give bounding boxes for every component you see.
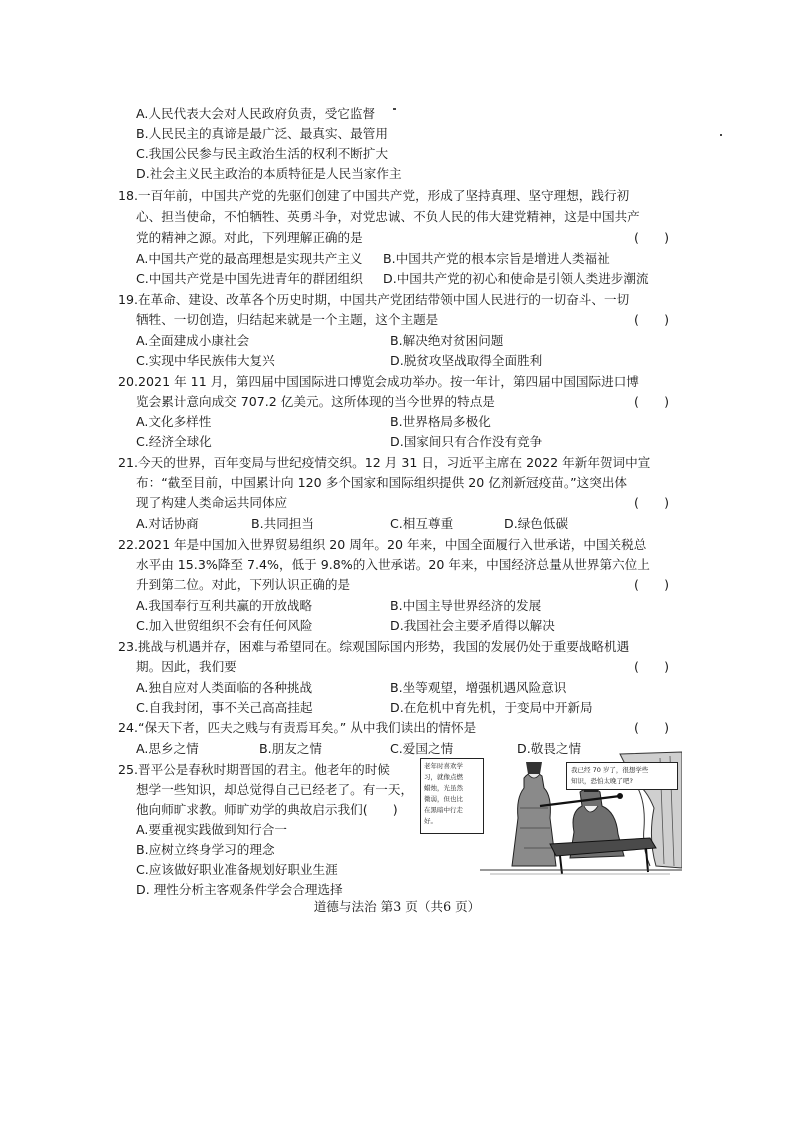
q19-option-a: A.全面建成小康社会 [136,333,250,348]
q21-option-b: B.共同担当 [251,516,315,531]
q18-stem-line-2: 心、担当使命，不怕牺牲、英勇斗争，对党忠诚、不负人民的伟大建党精神，这是中国共产 [136,209,640,224]
page-footer: 道德与法治 第3 页（共6 页） [313,899,481,914]
q25-bubble-right-line-2: 知识，恐怕太晚了吧? [571,777,633,785]
q21-stem-line-3: 现了构建人类命运共同体应 [136,495,288,510]
q21-option-a: A.对话协商 [136,516,199,531]
q18-option-c: C.中国共产党是中国先进青年的群团组织 [136,271,363,286]
q18-option-d: D.中国共产党的初心和使命是引领人类进步潮流 [383,271,649,286]
q24-answer-bracket: ( ) [634,720,670,735]
q25-option-c: C.应该做好职业准备规划好职业生涯 [136,862,338,877]
q17-option-b: B.人民民主的真谛是最广泛、最真实、最管用 [136,126,388,141]
q25-bubble-left-line-6: 好。 [424,817,437,825]
q23-answer-bracket: ( ) [634,659,670,674]
q17-option-a: A.人民代表大会对人民政府负责，受它监督 [136,106,376,121]
q20-option-a: A.文化多样性 [136,414,212,429]
q23-stem-line-1: 23.挑战与机遇并存，困难与希望同在。综观国际国内形势，我国的发展仍处于重要战略机遇 [118,639,630,654]
q22-stem-line-2: 水平由 15.3%降至 7.4%，低于 9.8%的入世承诺。20 年来，中国经济总量从世界第六位上 [136,557,650,572]
q17-option-c: C.我国公民参与民主政治生活的权利不断扩大 [136,146,389,161]
q25-bubble-left-line-1: 老年时喜欢学 [424,762,463,770]
q23-option-c: C.自我封闭，事不关己高高挂起 [136,700,313,715]
q18-stem-line-1: 18.一百年前，中国共产党的先驱们创建了中国共产党，形成了坚持真理、坚守理想，践行初 [118,188,630,203]
q22-option-c: C.加入世贸组织不会有任何风险 [136,618,313,633]
q24-stem-line-1: 24.“保天下者，匹夫之贱与有责焉耳矣。” 从中我们读出的情怀是 [118,720,477,735]
q19-option-b: B.解决绝对贫困问题 [390,333,504,348]
q25-bubble-left-line-3: 蜡烛，光虽然 [424,784,463,792]
q24-option-c: C.爱国之情 [390,741,454,756]
q18-option-a: A.中国共产党的最高理想是实现共产主义 [136,251,363,266]
q25-option-b: B.应树立终身学习的理念 [136,842,275,857]
q19-answer-bracket: ( ) [634,312,670,327]
q18-option-b: B.中国共产党的根本宗旨是增进人类福祉 [383,251,610,266]
q20-answer-bracket: ( ) [634,394,670,409]
scan-speck [720,134,722,136]
q23-option-b: B.坐等观望，增强机遇风险意识 [390,680,567,695]
q19-stem-line-2: 牺牲、一切创造，归结起来就是一个主题，这个主题是 [136,312,439,327]
q22-stem-line-1: 22.2021 年是中国加入世界贸易组织 20 周年。20 年来，中国全面履行入世承诺，中国关税总 [118,537,647,552]
q21-answer-bracket: ( ) [634,495,670,510]
q25-option-d: D. 理性分析主客观条件学会合理选择 [136,882,343,897]
q25-bubble-left-line-5: 在黑暗中行走 [424,806,463,814]
q19-stem-line-1: 19.在革命、建设、改革各个历史时期，中国共产党团结带领中国人民进行的一切奋斗、一切 [118,292,630,307]
q20-option-b: B.世界格局多极化 [390,414,491,429]
q18-answer-bracket: ( ) [634,230,670,245]
q24-option-b: B.朋友之情 [259,741,323,756]
q25-stem-line-1: 25.晋平公是春秋时期晋国的君主。他老年的时候 [118,762,390,777]
q20-stem-line-2: 览会累计意向成交 707.2 亿美元。这所体现的当今世界的特点是 [136,394,495,409]
q22-option-d: D.我国社会主要矛盾得以解决 [390,618,555,633]
q22-option-b: B.中国主导世界经济的发展 [390,598,542,613]
q25-cartoon [420,748,682,878]
q25-stem-line-2: 想学一些知识，却总觉得自己已经老了。有一天， [136,782,414,797]
q20-stem-line-1: 20.2021 年 11 月，第四届中国国际进口博览会成功举办。按一年计，第四届中国国际进口博 [118,374,639,389]
q22-stem-line-3: 升到第二位。对此，下列认识正确的是 [136,577,351,592]
q24-option-d: D.敬畏之情 [517,741,582,756]
q23-stem-line-2: 期。因此，我们要 [136,659,237,674]
q21-option-c: C.相互尊重 [390,516,454,531]
q25-bubble-left-line-4: 微弱，但也比 [424,795,463,803]
scan-speck [393,108,396,110]
q17-option-d: D.社会主义民主政治的本质特征是人民当家作主 [136,166,402,181]
q25-stem-line-3: 他向师旷求教。师旷劝学的典故启示我们( ) [136,802,398,817]
q22-answer-bracket: ( ) [634,577,670,592]
q25-bubble-left-line-2: 习，就像点燃 [424,773,463,781]
q25-option-a: A.要重视实践做到知行合一 [136,822,287,837]
q19-option-d: D.脱贫攻坚战取得全面胜利 [390,353,543,368]
q24-option-a: A.思乡之情 [136,741,199,756]
q23-option-a: A.独自应对人类面临的各种挑战 [136,680,313,695]
q22-option-a: A.我国奉行互利共赢的开放战略 [136,598,313,613]
q25-cartoon-bubble-right [566,762,678,790]
q18-stem-line-3: 党的精神之源。对此，下列理解正确的是 [136,230,363,245]
q21-stem-line-1: 21.今天的世界，百年变局与世纪疫情交织。12 月 31 日，习近平主席在 2022 年新年贺词中宣 [118,455,651,470]
q20-option-d: D.国家间只有合作没有竞争 [390,434,543,449]
q21-stem-line-2: 布：“截至目前，中国累计向 120 多个国家和国际组织提供 20 亿剂新冠疫苗。”这突出体 [136,475,628,490]
q25-bubble-right-line-1: 我已经 70 岁了，很想学些 [571,766,649,774]
q21-option-d: D.绿色低碳 [504,516,569,531]
q19-option-c: C.实现中华民族伟大复兴 [136,353,275,368]
q23-option-d: D.在危机中育先机，于变局中开新局 [390,700,593,715]
q25-cartoon-bubble-left [420,758,484,834]
q20-option-c: C.经济全球化 [136,434,212,449]
